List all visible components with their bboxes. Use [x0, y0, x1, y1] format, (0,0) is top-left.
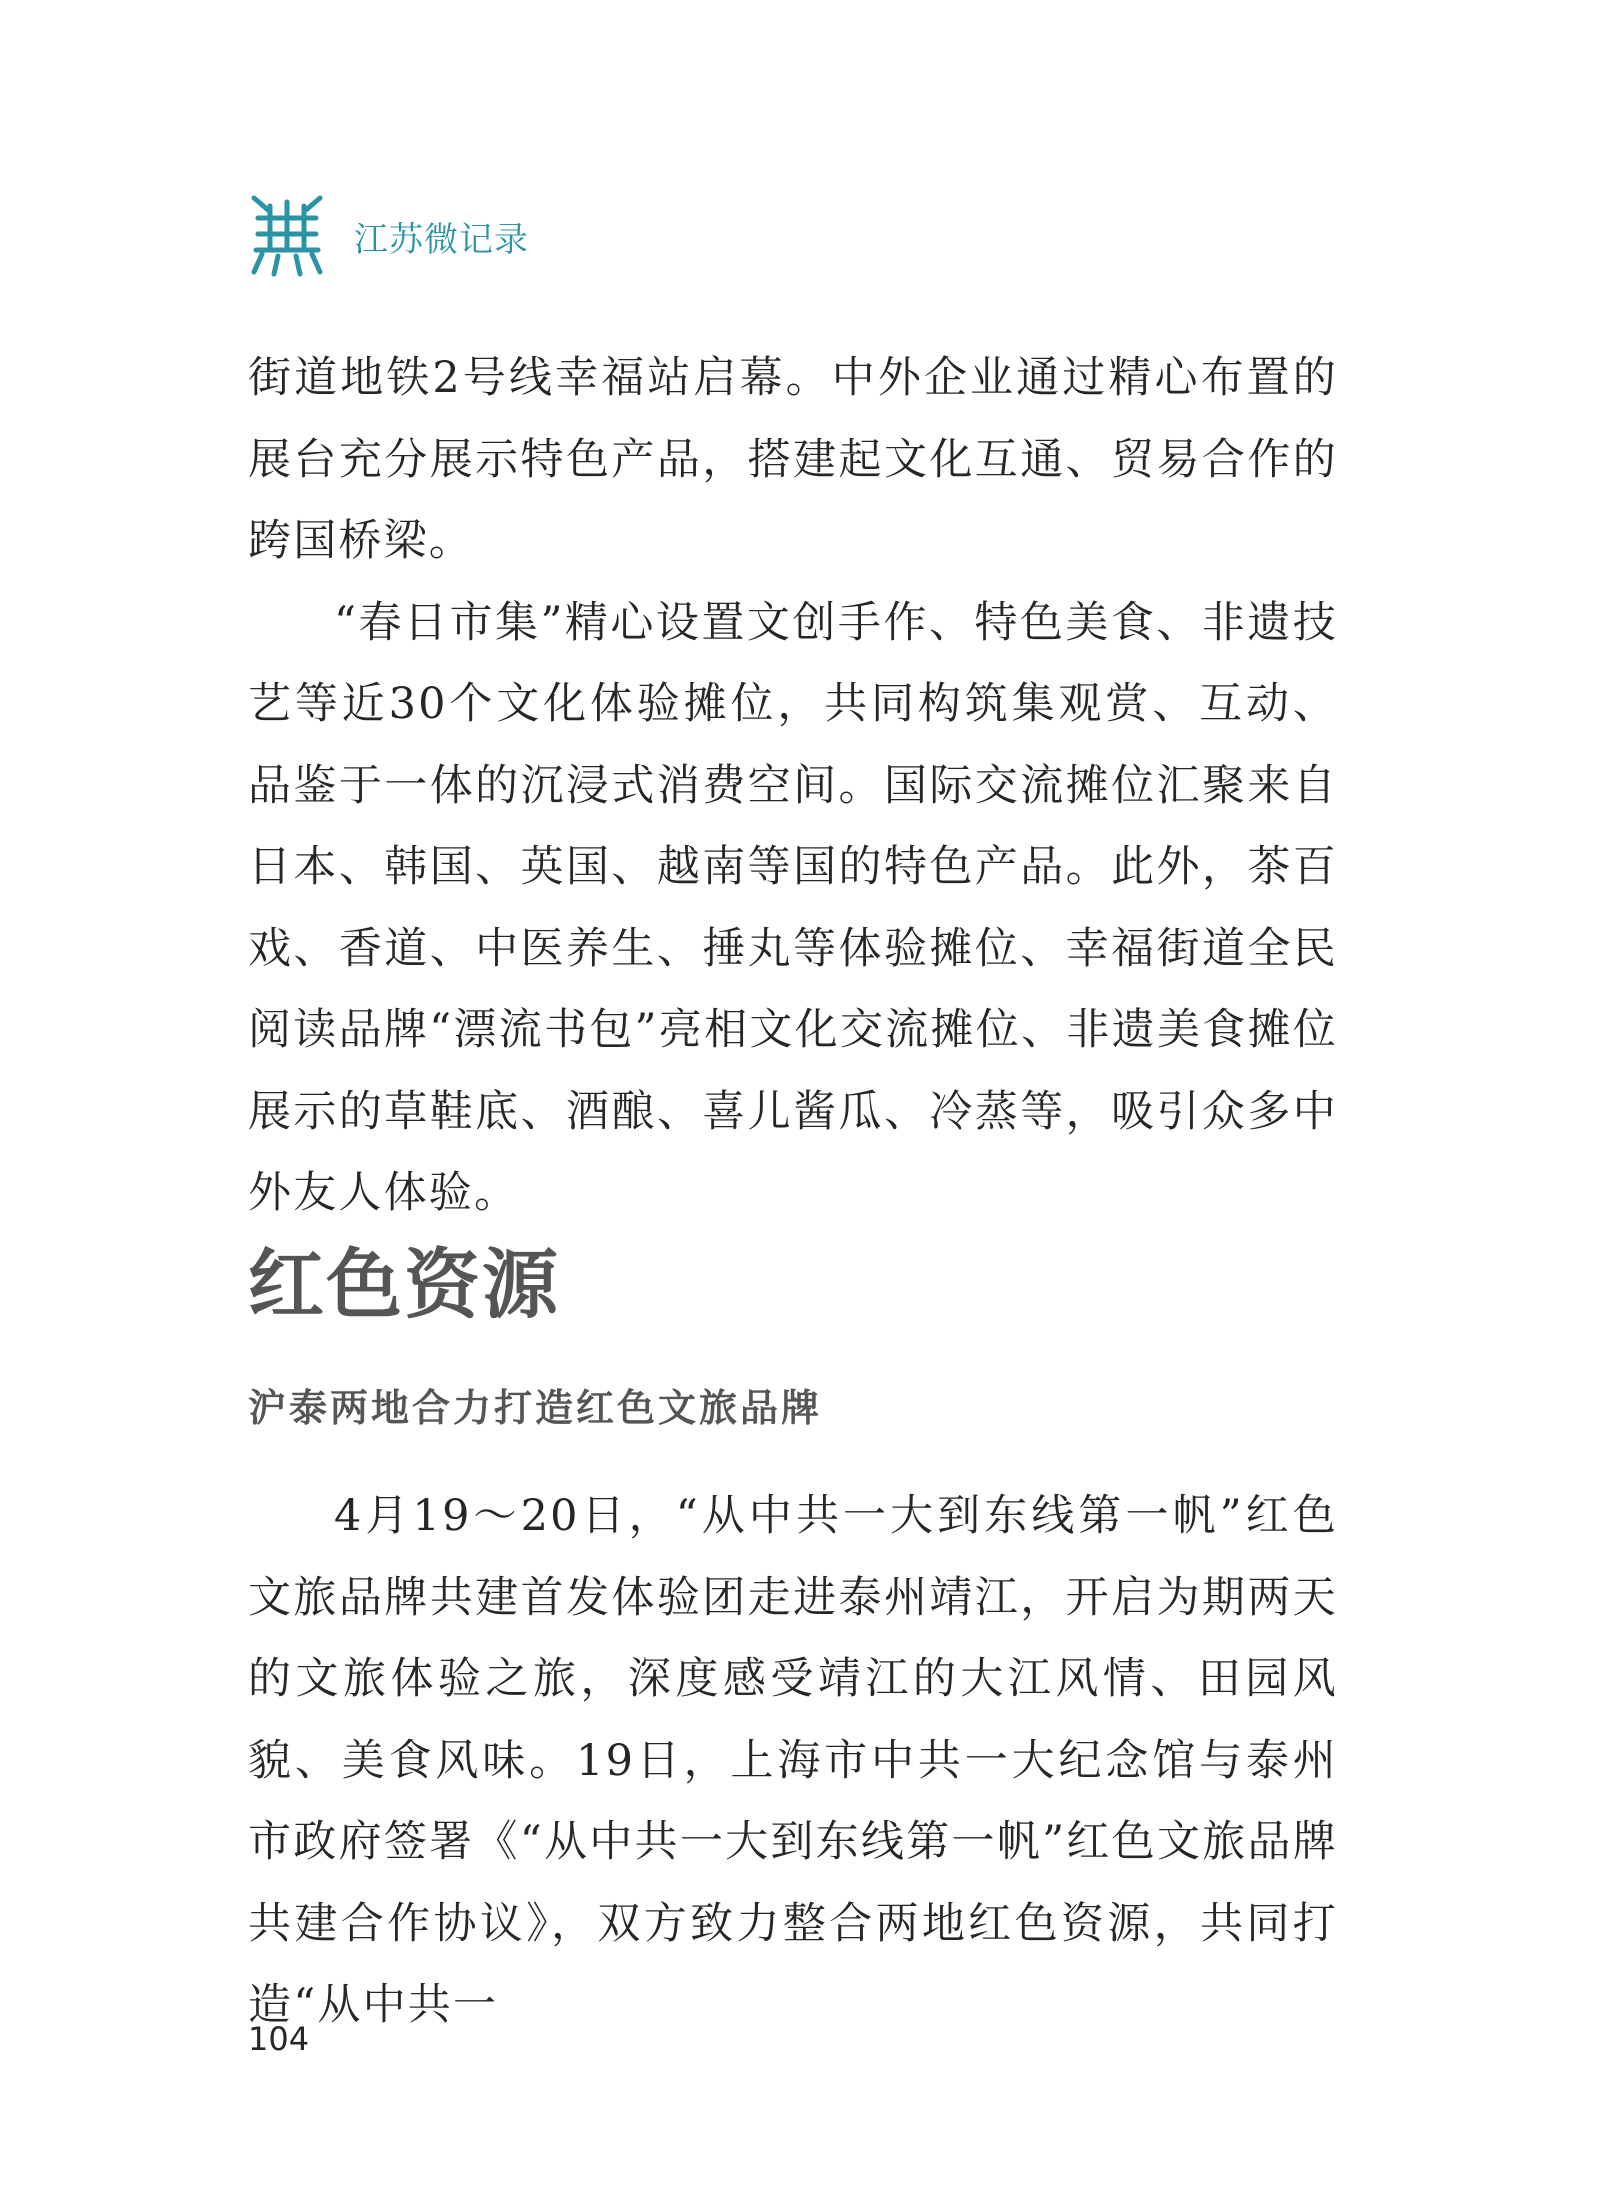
- article-title: 沪泰两地合力打造红色文旅品牌: [248, 1386, 823, 1430]
- top-text-block: [248, 338, 1338, 1235]
- section-heading: 红色资源: [248, 1240, 560, 1329]
- paragraph-red-tourism: 4月19～20日，“从中共一大到东线第一帆”红色文旅品牌共建首发体验团走进泰州靖江，开启为期两天的文旅体验之旅，深度感受靖江的大江风情、田园风貌、美食风味。19日，上海市中共一大纪念馆与泰州市政府签署《“从中共一大到东线第一帆”红色文旅品牌共建合作协议》，双方致力整合两地红色资源，共同打造“从中共一: [248, 1491, 1338, 2030]
- page-number: 104: [248, 2020, 310, 2058]
- jiangsu-emblem-icon: [248, 188, 326, 278]
- page-header: [248, 188, 529, 278]
- paragraph-spring-market: “春日市集”精心设置文创手作、特色美食、非遗技艺等近30个文化体验摊位，共同构筑集观赏、互动、品鉴于一体的沉浸式消费空间。国际交流摊位汇聚来自日本、韩国、英国、越南等国的特色产品。此外，茶百戏、香道、中医养生、捶丸等体验摊位、幸福街道全民阅读品牌“漂流书包”亮相文化交流摊位、非遗美食摊位展示的草鞋底、酒酿、喜儿酱瓜、冷蒸等，吸引众多中外友人体验。: [248, 597, 1338, 1218]
- paragraph-continuation: 街道地铁2号线幸福站启幕。中外企业通过精心布置的展台充分展示特色产品，搭建起文化互通、贸易合作的跨国桥梁。: [248, 353, 1338, 566]
- bottom-text-block: [248, 1476, 1338, 2047]
- series-title: 江苏微记录: [354, 219, 529, 260]
